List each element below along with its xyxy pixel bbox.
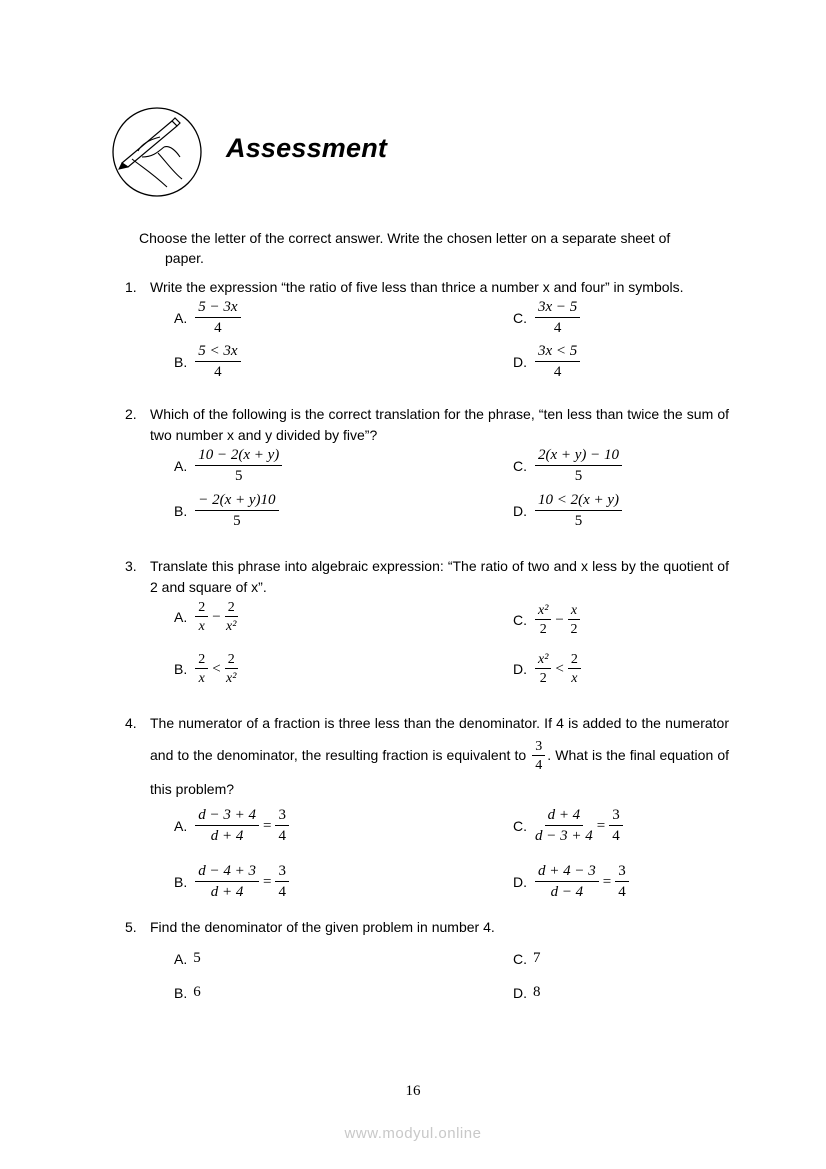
question-text: Find the denominator of the given problem in number 4.	[150, 919, 495, 935]
numerator: 10 − 2(x + y)	[195, 447, 282, 466]
denominator: 2	[539, 671, 547, 686]
instructions	[139, 228, 729, 268]
option-label: D.	[513, 503, 527, 519]
question-text: Write the expression “the ratio of five less than thrice a number x and four” in symbols.	[150, 279, 684, 295]
inline-fraction	[532, 739, 545, 773]
operator: −	[555, 611, 564, 628]
q3-option-b[interactable]	[174, 652, 240, 686]
option-label: C.	[513, 818, 527, 834]
q3-option-d[interactable]	[513, 652, 583, 686]
option-value: 5	[193, 950, 201, 966]
question-text-part-2: . What is the final equation of this problem?	[150, 747, 729, 798]
numerator: x	[568, 603, 580, 620]
page-title: Assessment	[226, 133, 388, 163]
denominator: 4	[553, 364, 562, 380]
question-number: 5.	[125, 919, 137, 935]
q5-option-d[interactable]	[513, 984, 541, 1001]
question-number: 2.	[125, 406, 137, 422]
numerator: x²	[535, 652, 551, 669]
numerator: 2(x + y) − 10	[535, 447, 622, 466]
q5-option-c[interactable]	[513, 950, 541, 967]
operator: =	[596, 817, 606, 834]
numerator: 2	[225, 652, 238, 669]
numerator: 3	[532, 739, 545, 756]
q2-option-c[interactable]	[513, 447, 624, 485]
question-text	[150, 707, 729, 805]
question-3	[125, 556, 729, 598]
denominator: 5	[574, 513, 583, 529]
numerator: 3	[275, 863, 289, 882]
denominator: x²	[225, 671, 237, 686]
operator: <	[555, 660, 564, 677]
operator: <	[212, 660, 221, 677]
option-label: C.	[513, 612, 527, 628]
numerator: 3x < 5	[535, 343, 580, 362]
option-value: 8	[533, 984, 541, 1000]
q1-option-c[interactable]	[513, 299, 582, 337]
option-label: A.	[174, 609, 188, 625]
numerator: 3	[609, 807, 623, 826]
option-label: D.	[513, 874, 527, 890]
numerator: x²	[535, 603, 551, 620]
q2-option-d[interactable]	[513, 492, 624, 530]
option-label: B.	[174, 661, 188, 677]
denominator: 4	[612, 828, 620, 844]
denominator: 4	[553, 320, 562, 336]
denominator: 4	[214, 364, 222, 380]
option-label: A.	[174, 458, 188, 474]
numerator: 2	[195, 600, 208, 617]
question-4	[125, 707, 729, 805]
denominator: d + 4	[210, 884, 244, 900]
numerator: 5 − 3x	[195, 299, 240, 318]
numerator: 2	[225, 600, 238, 617]
option-label: B.	[174, 874, 188, 890]
q1-option-b[interactable]	[174, 343, 243, 381]
denominator: 2	[539, 622, 547, 637]
question-2	[125, 404, 729, 446]
q4-option-d[interactable]	[513, 863, 631, 901]
q4-option-a[interactable]	[174, 807, 291, 845]
denominator: 5	[235, 468, 243, 484]
numerator: d + 4 − 3	[535, 863, 599, 882]
numerator: 5 < 3x	[195, 343, 240, 362]
question-number: 3.	[125, 558, 137, 574]
question-number: 1.	[125, 279, 137, 295]
numerator: 2	[568, 652, 581, 669]
numerator: 10 < 2(x + y)	[535, 492, 622, 511]
q5-option-a[interactable]	[174, 950, 201, 967]
instructions-line-1: Choose the letter of the correct answer. Write the chosen letter on a separate sheet of	[139, 230, 671, 246]
option-label: B.	[174, 503, 188, 519]
q2-option-b[interactable]	[174, 492, 281, 530]
denominator: 2	[570, 622, 578, 637]
q4-option-b[interactable]	[174, 863, 291, 901]
instructions-line-2: paper.	[165, 250, 204, 266]
option-label: D.	[513, 354, 527, 370]
q4-option-c[interactable]	[513, 807, 625, 845]
operator: =	[262, 873, 272, 890]
option-label: A.	[174, 310, 188, 326]
denominator: 5	[574, 468, 583, 484]
denominator: d − 4	[550, 884, 584, 900]
denominator: 4	[618, 884, 626, 900]
numerator: 2	[195, 652, 208, 669]
numerator: 3	[615, 863, 629, 882]
question-5	[125, 917, 729, 938]
numerator: − 2(x + y)10	[195, 492, 278, 511]
question-number: 4.	[125, 715, 137, 731]
denominator: 4	[214, 320, 222, 336]
operator: =	[262, 817, 272, 834]
option-label: A.	[174, 950, 188, 967]
q5-option-b[interactable]	[174, 984, 201, 1001]
operator: =	[602, 873, 612, 890]
denominator: x	[571, 671, 578, 686]
q1-option-a[interactable]	[174, 299, 243, 337]
numerator: d − 3 + 4	[195, 807, 259, 826]
q1-option-d[interactable]	[513, 343, 582, 381]
denominator: 4	[278, 828, 286, 844]
page-number: 16	[405, 1083, 421, 1099]
option-label: C.	[513, 310, 527, 326]
denominator: 5	[233, 513, 241, 529]
option-label: C.	[513, 950, 527, 967]
denominator: 4	[278, 884, 286, 900]
question-text: Which of the following is the correct translation for the phrase, “ten less than twice the sum of two number x and y divided by five”?	[150, 406, 729, 443]
option-label: B.	[174, 984, 188, 1001]
watermark: www.modyul.online	[344, 1125, 482, 1142]
numerator: d + 4	[545, 807, 584, 826]
numerator: d − 4 + 3	[195, 863, 259, 882]
option-label: D.	[513, 661, 527, 677]
q3-option-a[interactable]	[174, 600, 240, 634]
denominator: d − 3 + 4	[535, 828, 593, 844]
denominator: 4	[535, 758, 543, 774]
denominator: d + 4	[210, 828, 244, 844]
denominator: x	[198, 619, 205, 634]
question-text-part-1: The numerator of a fraction is three less than the denominator. If 4 is added to the numerator and to the denominator, the resulting fraction is equivalent to	[150, 715, 729, 763]
pencil-hand-icon	[112, 107, 202, 197]
option-value: 7	[533, 950, 541, 966]
question-1	[125, 277, 729, 298]
q3-option-c[interactable]	[513, 603, 582, 637]
denominator: x	[198, 671, 205, 686]
option-value: 6	[193, 984, 201, 1000]
option-label: A.	[174, 818, 188, 834]
option-label: D.	[513, 984, 527, 1001]
operator: −	[212, 608, 221, 625]
option-label: C.	[513, 458, 527, 474]
numerator: 3x − 5	[535, 299, 580, 318]
option-label: B.	[174, 354, 188, 370]
denominator: x²	[225, 619, 237, 634]
q2-option-a[interactable]	[174, 447, 284, 485]
question-text: Translate this phrase into algebraic expression: “The ratio of two and x less by the quotient of 2 and square of x”.	[150, 558, 729, 595]
numerator: 3	[275, 807, 289, 826]
